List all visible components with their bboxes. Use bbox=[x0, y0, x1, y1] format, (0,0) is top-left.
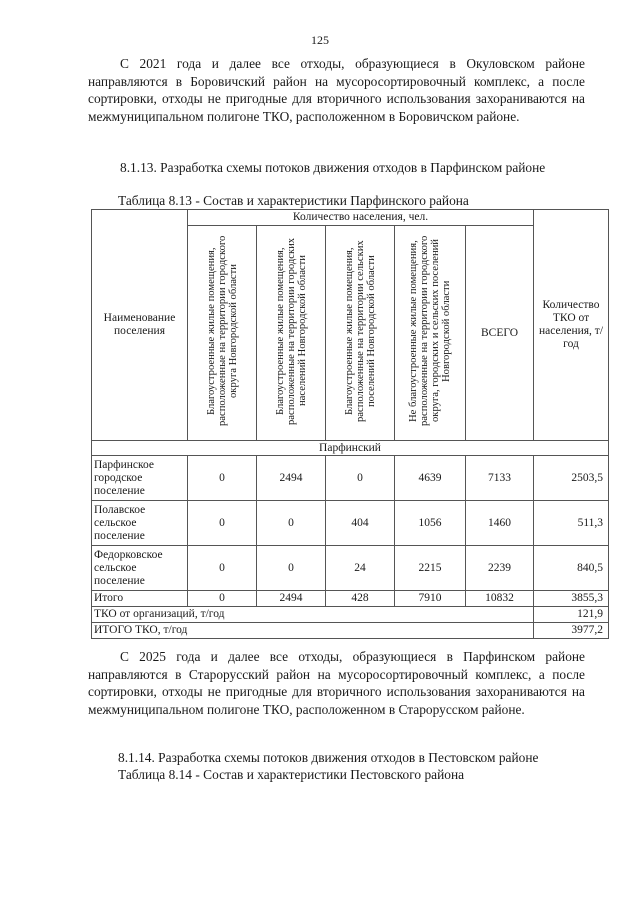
cell-total: 1460 bbox=[466, 501, 534, 546]
header-col-4 bbox=[395, 226, 466, 441]
header-col-3-text: Благоустроенные жилые помещения, расположенные на территории сельских поселений Новгородской области bbox=[343, 240, 377, 422]
cell-col-3: 404 bbox=[326, 501, 395, 546]
header-col-2 bbox=[257, 226, 326, 441]
org-tko-value: 121,9 bbox=[534, 607, 609, 623]
table-row-organizations bbox=[92, 607, 609, 623]
section-heading-8-1-13-text: 8.1.13. Разработка схемы потоков движения отходов в Парфинском районе bbox=[120, 160, 546, 175]
row-total-label: Итого bbox=[92, 591, 188, 607]
cell-total: 2239 bbox=[466, 546, 534, 591]
cell-total: 10832 bbox=[466, 591, 534, 607]
header-col-4-text: Не благоустроенные жилые помещения, расположенные на территории городского округа, городских и сельских поселений Новгородской области bbox=[408, 235, 452, 427]
cell-tko: 840,5 bbox=[534, 546, 609, 591]
row-settlement-name: Парфинское городское поселение bbox=[92, 456, 188, 501]
paragraph-parfinsky-text: С 2025 года и далее все отходы, образующиеся в Парфинском районе направляются в Старорусский район на мусоросортировочный комплекс, а после сортировки, отходы не пригодные для вторичного использования захораниваются на межмуниципальном полигоне ТКО, расположенном в Старорусском районе. bbox=[88, 649, 585, 717]
cell-total: 7133 bbox=[466, 456, 534, 501]
cell-col-2: 0 bbox=[257, 546, 326, 591]
cell-col-4: 4639 bbox=[395, 456, 466, 501]
cell-col-1: 0 bbox=[188, 591, 257, 607]
header-population-group: Количество населения, чел. bbox=[188, 210, 534, 226]
table-row-grand-total bbox=[92, 623, 609, 639]
paragraph-parfinsky bbox=[88, 648, 585, 718]
grand-total-label: ИТОГО ТКО, т/год bbox=[92, 623, 534, 639]
cell-col-1: 0 bbox=[188, 501, 257, 546]
cell-col-2: 2494 bbox=[257, 456, 326, 501]
cell-col-3: 428 bbox=[326, 591, 395, 607]
cell-col-4: 7910 bbox=[395, 591, 466, 607]
table-caption-8-14: Таблица 8.14 - Состав и характеристики Пестовского района bbox=[118, 767, 465, 782]
cell-tko: 3855,3 bbox=[534, 591, 609, 607]
section-heading-8-1-14: 8.1.14. Разработка схемы потоков движения отходов в Пестовском районе bbox=[118, 750, 539, 765]
cell-tko: 511,3 bbox=[534, 501, 609, 546]
cell-col-3: 24 bbox=[326, 546, 395, 591]
header-col-3 bbox=[326, 226, 395, 441]
header-tko-population: Количество ТКО от населения, т/год bbox=[534, 210, 609, 441]
section-heading-8-1-13 bbox=[88, 160, 588, 177]
header-col-1 bbox=[188, 226, 257, 441]
table-parfinsky bbox=[91, 209, 609, 639]
cell-col-1: 0 bbox=[188, 456, 257, 501]
table-row bbox=[92, 546, 609, 591]
cell-col-4: 2215 bbox=[395, 546, 466, 591]
cell-col-3: 0 bbox=[326, 456, 395, 501]
table-row bbox=[92, 456, 609, 501]
row-settlement-name: Полавское сельское поселение bbox=[92, 501, 188, 546]
paragraph-okulovsky-text: С 2021 года и далее все отходы, образующиеся в Окуловском районе направляются в Боровичский район на мусоросортировочный комплекс, а после сортировки, отходы не пригодные для вторичного использования захораниваются на межмуниципальном полигоне ТКО, расположенном в Боровичском районе. bbox=[88, 56, 585, 124]
district-row: Парфинский bbox=[92, 441, 609, 456]
cell-col-1: 0 bbox=[188, 546, 257, 591]
table-row bbox=[92, 501, 609, 546]
header-col-1-text: Благоустроенные жилые помещения, расположенные на территории городского округа Новгородской области bbox=[205, 235, 239, 427]
cell-col-4: 1056 bbox=[395, 501, 466, 546]
page-number: 125 bbox=[311, 33, 329, 47]
cell-tko: 2503,5 bbox=[534, 456, 609, 501]
grand-total-value: 3977,2 bbox=[534, 623, 609, 639]
header-total: ВСЕГО bbox=[466, 226, 534, 441]
header-col-2-text: Благоустроенные жилые помещения, расположенные на территории городских населений Новгородской области bbox=[274, 237, 308, 425]
table-row-total bbox=[92, 591, 609, 607]
org-tko-label: ТКО от организаций, т/год bbox=[92, 607, 534, 623]
row-settlement-name: Федорковское сельское поселение bbox=[92, 546, 188, 591]
table-caption-8-13: Таблица 8.13 - Состав и характеристики Парфинского района bbox=[118, 193, 469, 208]
cell-col-2: 2494 bbox=[257, 591, 326, 607]
cell-col-2: 0 bbox=[257, 501, 326, 546]
header-settlement-name: Наименование поселения bbox=[92, 210, 188, 441]
paragraph-okulovsky bbox=[88, 55, 585, 125]
